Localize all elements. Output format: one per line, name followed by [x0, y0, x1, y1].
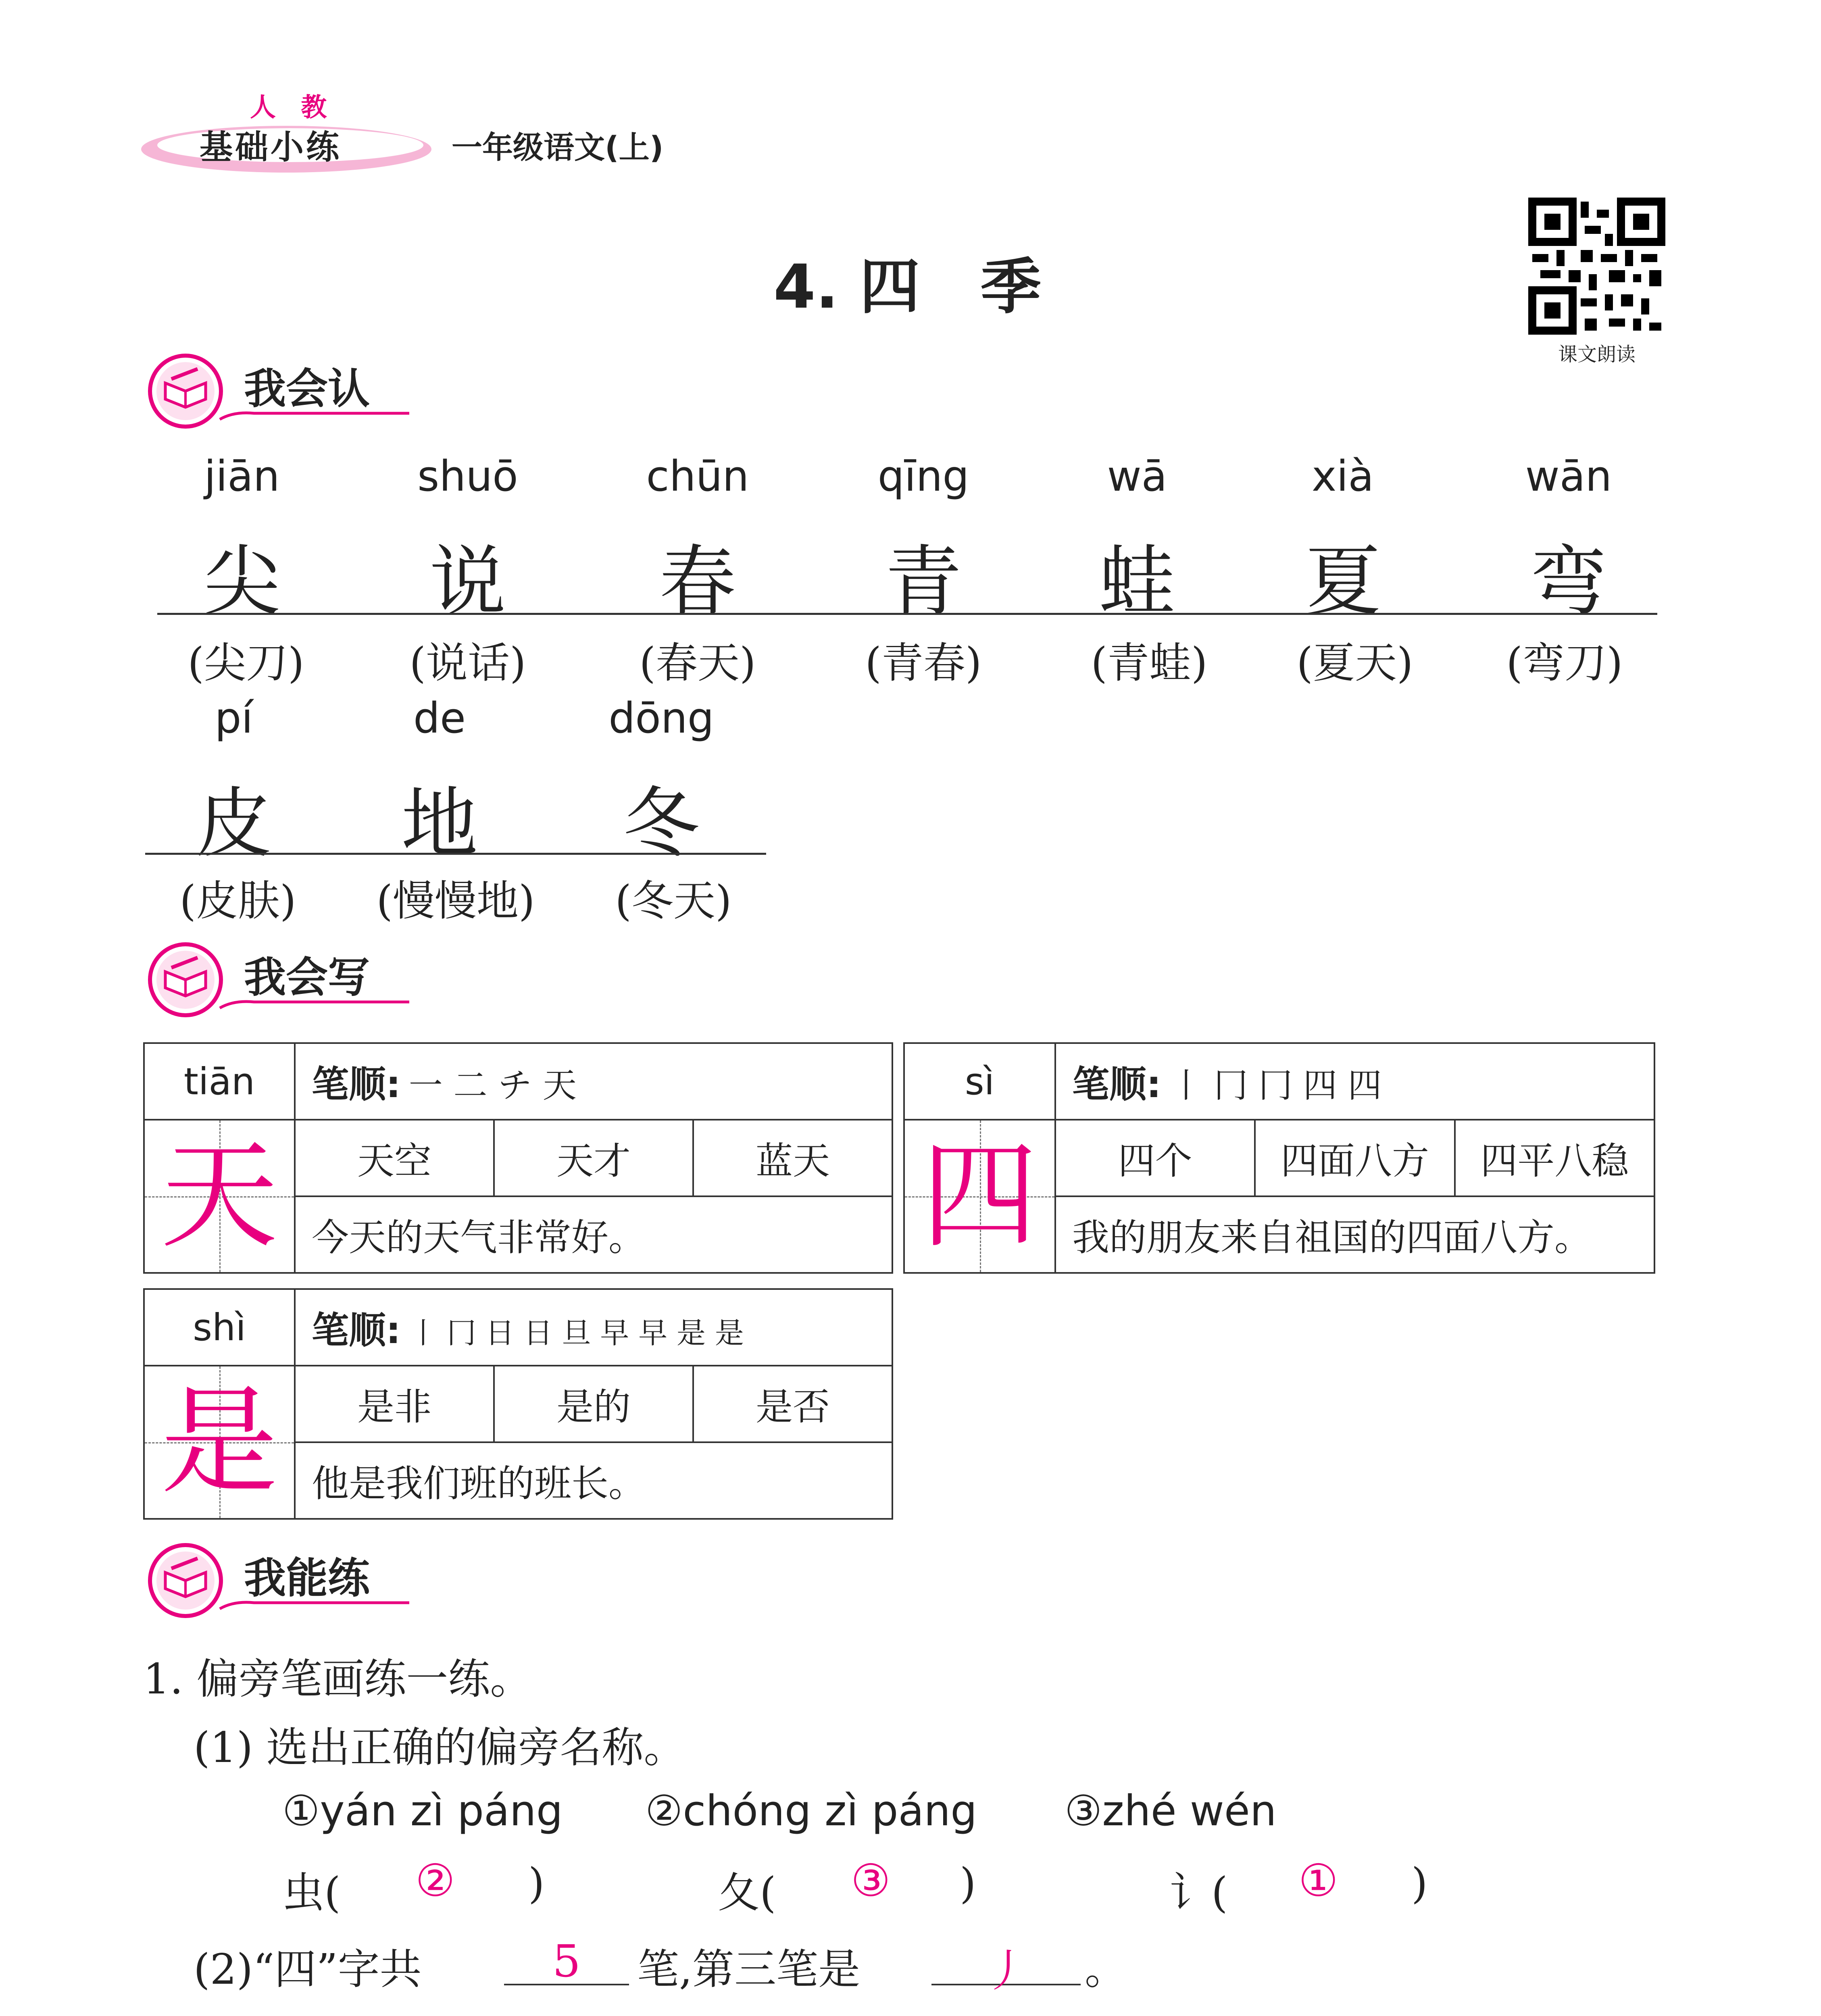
pinyin: dōng — [608, 694, 714, 743]
write-card-tian — [143, 1042, 893, 1274]
recognize-word: (弯刀) — [1506, 638, 1623, 687]
question-1-sub1: (1) 选出正确的偏旁名称。 — [194, 1723, 686, 1772]
recognize-word: (皮肤) — [179, 876, 296, 925]
char-cell — [144, 1366, 295, 1519]
recognize-word: (冬天) — [615, 876, 732, 925]
paren-close: ) — [528, 1859, 545, 1908]
recognize-word: (尖刀) — [188, 638, 304, 687]
section-title-recognize: 我会认 — [244, 364, 370, 413]
answer: 5 — [552, 1935, 581, 1987]
recognize-char: 说 — [429, 537, 506, 626]
word-cell: 四平八稳 — [1455, 1120, 1654, 1196]
word-cell: 是否 — [693, 1366, 892, 1442]
question-1-title: 1. 偏旁笔画练一练。 — [143, 1654, 532, 1704]
divider — [145, 853, 766, 855]
option: ③zhé wén — [1065, 1786, 1277, 1835]
recognize-word: (说话) — [409, 638, 526, 687]
write-card-si — [903, 1042, 1655, 1274]
answer-blank[interactable] — [504, 1935, 629, 1985]
section-title-practice: 我能练 — [244, 1554, 370, 1603]
recognize-char: 地 — [401, 779, 478, 868]
recognize-char: 夏 — [1304, 537, 1381, 626]
recognize-char: 青 — [885, 537, 962, 626]
paren-close: ) — [1411, 1859, 1428, 1908]
stroke-label: 笔顺: — [312, 1309, 401, 1352]
pinyin: shuō — [417, 452, 518, 501]
pinyin: wān — [1525, 452, 1612, 501]
answer-blank[interactable] — [931, 1935, 1081, 1997]
qr-caption: 课文朗读 — [1558, 343, 1636, 366]
book-title: 一年级语文(上) — [452, 129, 664, 165]
recognize-char: 皮 — [195, 779, 272, 868]
pinyin: wā — [1107, 452, 1167, 501]
answer[interactable]: ③ — [851, 1855, 891, 1906]
answer: 丿 — [984, 1945, 1028, 1997]
recognize-word: (夏天) — [1296, 638, 1413, 687]
page-title: 4. 四 季 — [773, 252, 1041, 322]
section-title-write: 我会写 — [244, 953, 370, 1002]
book-icon — [145, 351, 226, 431]
divider — [157, 613, 1657, 615]
word-cell: 是非 — [295, 1366, 494, 1442]
question-1-sub2-end: 。 — [1085, 1945, 1127, 1994]
write-char: 四 — [921, 1128, 1038, 1264]
write-char: 天 — [161, 1128, 278, 1264]
book-icon — [145, 1540, 226, 1621]
answer[interactable]: ② — [415, 1855, 455, 1906]
sentence-cell: 他是我们班的班长。 — [295, 1442, 892, 1519]
book-icon — [145, 939, 226, 1020]
radical: 讠( — [1169, 1868, 1228, 1917]
write-card-shi — [143, 1288, 893, 1520]
option: ②chóng zì páng — [645, 1786, 977, 1835]
pinyin: qīng — [877, 452, 969, 501]
word-cell: 四面八方 — [1255, 1120, 1454, 1196]
recognize-word: (春天) — [639, 638, 756, 687]
pinyin: pí — [215, 694, 253, 743]
answer[interactable]: ① — [1298, 1855, 1338, 1906]
stroke-label: 笔顺: — [1072, 1063, 1161, 1106]
sentence-cell: 今天的天气非常好。 — [295, 1196, 892, 1273]
publisher-label: 人 教 — [250, 93, 335, 123]
recognize-char: 冬 — [623, 779, 700, 868]
question-1-sub2-mid: 笔,第三笔是 — [637, 1945, 860, 1994]
word-cell: 天空 — [295, 1120, 494, 1196]
word-cell: 是的 — [494, 1366, 693, 1442]
sentence-cell: 我的朋友来自祖国的四面八方。 — [1055, 1196, 1654, 1273]
word-cell: 蓝天 — [693, 1120, 892, 1196]
recognize-word: (慢慢地) — [376, 876, 535, 925]
pinyin: xià — [1311, 452, 1374, 501]
recognize-word: (青蛙) — [1091, 638, 1208, 687]
paren-close: ) — [960, 1859, 976, 1908]
section-underline — [218, 1597, 411, 1613]
recognize-char: 尖 — [203, 537, 280, 626]
word-cell: 四个 — [1055, 1120, 1255, 1196]
pinyin: de — [413, 694, 466, 743]
pinyin: jiān — [204, 452, 280, 501]
recognize-word: (青春) — [865, 638, 982, 687]
radical: 虫( — [282, 1868, 341, 1917]
pinyin: chūn — [646, 452, 749, 501]
stroke-order: 一 二 チ 天 — [408, 1066, 577, 1105]
question-1-sub2: (2)“四”字共 — [194, 1945, 422, 1994]
write-pinyin: sì — [904, 1043, 1055, 1120]
char-cell — [144, 1120, 295, 1273]
series-title: 基础小练 — [200, 128, 342, 167]
write-char: 是 — [161, 1374, 278, 1510]
qr-code-icon[interactable] — [1528, 198, 1665, 335]
stroke-order: 丨 冂 日 日 旦 早 早 是 是 — [408, 1316, 744, 1350]
stroke-label: 笔顺: — [312, 1063, 401, 1106]
stroke-order: 丨 冂 冂 四 四 — [1169, 1066, 1382, 1105]
recognize-char: 春 — [659, 537, 736, 626]
section-underline — [218, 996, 411, 1012]
radical: 夂( — [718, 1868, 776, 1917]
recognize-char: 弯 — [1530, 537, 1607, 626]
recognize-char: 蛙 — [1098, 537, 1175, 626]
write-pinyin: shì — [144, 1289, 295, 1366]
question-2-title — [143, 2008, 503, 2016]
option: ①yán zì páng — [282, 1786, 563, 1835]
word-cell: 天才 — [494, 1120, 693, 1196]
char-cell — [904, 1120, 1055, 1273]
section-underline — [218, 407, 411, 423]
write-pinyin: tiān — [144, 1043, 295, 1120]
